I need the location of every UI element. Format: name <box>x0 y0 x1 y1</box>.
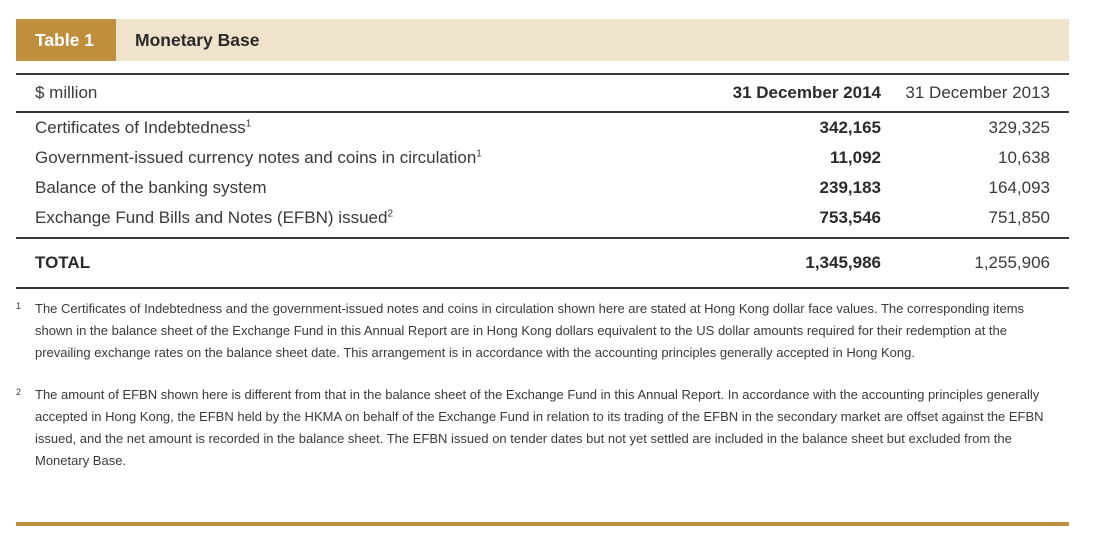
value-2013: 10,638 <box>998 148 1050 167</box>
table-title: Monetary Base <box>135 29 260 50</box>
total-bottom-rule <box>16 287 1069 289</box>
row-label: Balance of the banking system <box>35 178 267 197</box>
table-number-tag: Table 1 <box>16 19 116 61</box>
footnotes <box>16 298 1069 492</box>
footnote <box>16 384 1069 472</box>
value-2013: 751,850 <box>988 208 1050 227</box>
footnote <box>16 298 1069 364</box>
total-2014: 1,345,986 <box>805 253 881 272</box>
value-2014: 239,183 <box>819 178 881 197</box>
total-label: TOTAL <box>35 253 91 272</box>
footnote-ref: 1 <box>245 118 252 130</box>
row-label: Government-issued currency notes and coins in circulation$^1$ <box>35 148 482 167</box>
table-row <box>16 173 1069 203</box>
bottom-accent-rule <box>16 522 1069 526</box>
total-2013: 1,255,906 <box>974 253 1050 272</box>
row-label: Certificates of Indebtedness$^1$ <box>35 118 252 137</box>
footnote-text: The amount of EFBN shown here is different from that in the balance sheet of the Exchange Fund in this Annual Report. In accordance with the accounting principles generally accepted in Hong Kong, the EFBN held by the HKMA on behalf of the Exchange Fund in relation to its trading of the EFBN in the secondary market are offset against the EFBN issued, and the net amount is recorded in the balance sheet. The EFBN issued on tender dates but not yet settled are included in the balance sheet but excluded from the Monetary Base. <box>35 387 1044 468</box>
value-2014: 342,165 <box>819 118 881 137</box>
value-2013: 329,325 <box>988 118 1050 137</box>
table-row <box>16 203 1069 233</box>
table-row <box>16 113 1069 143</box>
table-header-row <box>16 75 1069 111</box>
value-2014: 11,092 <box>829 148 881 167</box>
table-body <box>16 113 1069 233</box>
table-row <box>16 143 1069 173</box>
footnote-text: The Certificates of Indebtedness and the government-issued notes and coins in circulation shown here are stated at Hong Kong dollar face values. The corresponding items shown in the balance sheet of the Exchange Fund in this Annual Report are in Hong Kong dollars equivalent to the US dollar amounts required for their redemption at the prevailing exchange rates on the balance sheet date. This arrangement is in accordance with the accounting principles generally accepted in Hong Kong. <box>35 301 1025 360</box>
value-2013: 164,093 <box>988 178 1050 197</box>
row-label: Exchange Fund Bills and Notes (EFBN) issued$^2$ <box>35 208 394 227</box>
table-header-bar <box>16 19 1069 61</box>
footnote-number: 1 <box>16 301 22 311</box>
total-row <box>16 239 1069 287</box>
monetary-base-table <box>16 73 1069 289</box>
footnote-ref: 1 <box>476 148 482 160</box>
column-header-2013: 31 December 2013 <box>905 83 1050 102</box>
column-header-2014: 31 December 2014 <box>732 83 881 102</box>
value-2014: 753,546 <box>819 208 881 227</box>
footnote-ref: 2 <box>387 208 394 220</box>
column-header-unit: $ million <box>35 83 98 102</box>
footnote-number: 2 <box>16 387 22 397</box>
